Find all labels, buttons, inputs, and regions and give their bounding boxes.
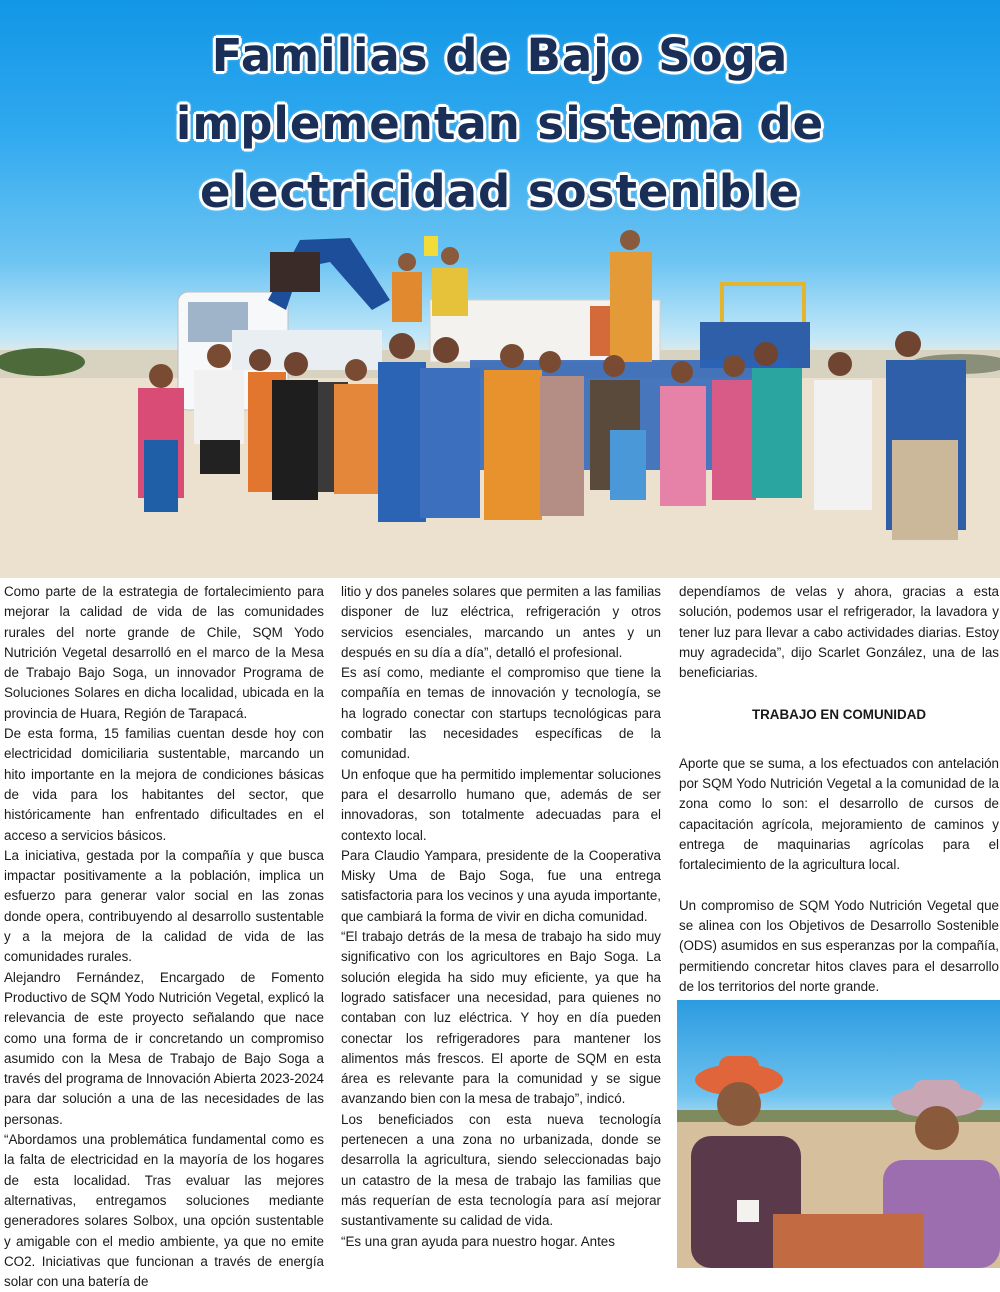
- headline: [0, 22, 1000, 226]
- article-column-3: [679, 582, 999, 997]
- worker-on-truck-3: [610, 252, 652, 362]
- small-card: [737, 1200, 759, 1222]
- headline-line-3: electricidad sostenible: [200, 165, 800, 218]
- paragraph: Un enfoque que ha permitido implementar soluciones para el desarrollo humano que, además de ser innovadoras, son totalmente adecuadas para el contexto local.: [341, 766, 661, 843]
- paragraph: De esta forma, 15 familias cuentan desde hoy con electricidad domiciliaria sustentable, marcando un hito importante en la mejora de condiciones básicas de vida para los habitantes del sector, que históricamente han enfrentado dificultades en el acceso a servicios básicos.: [4, 726, 324, 843]
- paragraph: Un compromiso de SQM Yodo Nutrición Vegetal que se alinea con los Objetivos de Desarrollo Sostenible (ODS) asumidos en sus esperanzas por la compañía, permitiendo concretar hitos claves para el desarrollo de los territorios del norte grande.: [679, 897, 999, 995]
- paragraph: dependíamos de velas y ahora, gracias a esta solución, podemos usar el refrigerador, la lavadora y tener luz para llevar a cabo actividades diarias. Estoy muy agradecida”, dijo Scarlet González, una de las beneficiarias.: [679, 584, 999, 681]
- paragraph: litio y dos paneles solares que permiten a las familias disponer de luz eléctrica, refrigeración y otros servicios esenciales, marcando un antes y un después en su día a día”, detalló el profesional.: [341, 584, 661, 660]
- left-woman-face: [717, 1082, 761, 1126]
- paragraph: Los beneficiados con esta nueva tecnología pertenecen a una zona no urbanizada, donde se desarrolla la agricultura, siendo seleccionadas bajo un catastro de la mesa de trabajo las familias que más requerían de esta tecnología para así mejorar sustantivamente su calidad de vida.: [341, 1111, 661, 1229]
- headline-line-1: Familias de Bajo Soga: [211, 29, 789, 82]
- paragraph: Como parte de la estrategia de fortalecimiento para mejorar la calidad de vida de las comunidades rurales del norte grande de Chile, SQM Yodo Nutrición Vegetal desarrolló en el marco de la Mesa de Trabajo Bajo Soga, un innovador Programa de Soluciones Solares en dicha localidad, ubicada en la provincia de Huara, Región de Tarapacá.: [4, 584, 324, 721]
- paragraph-gap: [679, 876, 999, 896]
- section-heading: TRABAJO EN COMUNIDAD: [751, 707, 927, 723]
- worker-on-truck-1: [392, 272, 422, 322]
- article-column-1: [4, 582, 324, 1292]
- paragraph: Es así como, mediante el compromiso que tiene la compañía en temas de innovación y tecnología, se ha logrado conectar con startups tecnológicas para combatir las necesidades específicas de la comunidad.: [341, 665, 661, 762]
- paragraph: La iniciativa, gestada por la compañía y que busca impactar positivamente a la población, implica un esfuerzo para generar valor social en las zonas donde opera, contribuyendo al desarrollo sustentable y a la mejora de la calidad de vida de las comunidades rurales.: [4, 847, 324, 965]
- paragraph: “Abordamos una problemática fundamental como es la falta de electricidad en la mayoría de los hogares de esta localidad. Tras evaluar las mejores alternativas, entregamos soluciones mediante generadores solares Solbox, una opción sustentable y amigable con el medio ambiente, ya que no emite CO2. Iniciativas que funcionan a través de energía solar con una batería de: [4, 1132, 324, 1290]
- solbox-package: [773, 1214, 923, 1268]
- crane-claw: [270, 252, 320, 292]
- paragraph: “El trabajo detrás de la mesa de trabajo ha sido muy significativo con los agricultores en Bajo Soga. La solución elegida ha sido muy eficiente, ya que ha logrado satisfacer una necesidad, para quienes no contaban con luz eléctrica. Y hoy en día pueden conectar los refrigeradores para mantener los alimentos más frescos. El aporte de SQM en esta área es relevante para la comunidad y se sigue avanzando bien con la mesa de trabajo”, indicó.: [341, 929, 661, 1107]
- paragraph: “Es una gran ayuda para nuestro hogar. Antes: [341, 1233, 615, 1249]
- headline-line-2: implementan sistema de: [175, 97, 825, 150]
- paragraph: Alejandro Fernández, Encargado de Fomento Productivo de SQM Yodo Nutrición Vegetal, explicó la relevancia de este proyecto señalando que nace como una forma de ir concretando un compromiso asumido con la Mesa de Trabajo de Bajo Soga a través del programa de Innovación Abierta 2023-2024 para dar solución a una de las necesidades de las personas.: [4, 969, 324, 1127]
- beneficiaries-photo-illustration: [677, 1000, 1000, 1268]
- flag: [424, 236, 438, 256]
- beneficiaries-photo: [677, 1000, 1000, 1268]
- paragraph: Aporte que se suma, a los efectuados con antelación por SQM Yodo Nutrición Vegetal a la comunidad de la zona como lo son: el desarrollo de cursos de capacitación agrícola, mejoramiento de caminos y entrega de maquinarias agrícolas para el fortalecimiento de la agricultura local.: [679, 755, 999, 873]
- hero-photo: [0, 0, 1000, 578]
- article-column-2: [341, 582, 661, 1252]
- worker-on-truck-2: [432, 268, 468, 316]
- truck-rack-top: [720, 282, 806, 286]
- paragraph: Para Claudio Yampara, presidente de la Cooperativa Misky Uma de Bajo Soga, fue una entrega satisfactoria para los vecinos y una ayuda importante, que cambiará la forma de vivir en dicha comunidad.: [341, 847, 661, 924]
- right-woman-face: [915, 1106, 959, 1150]
